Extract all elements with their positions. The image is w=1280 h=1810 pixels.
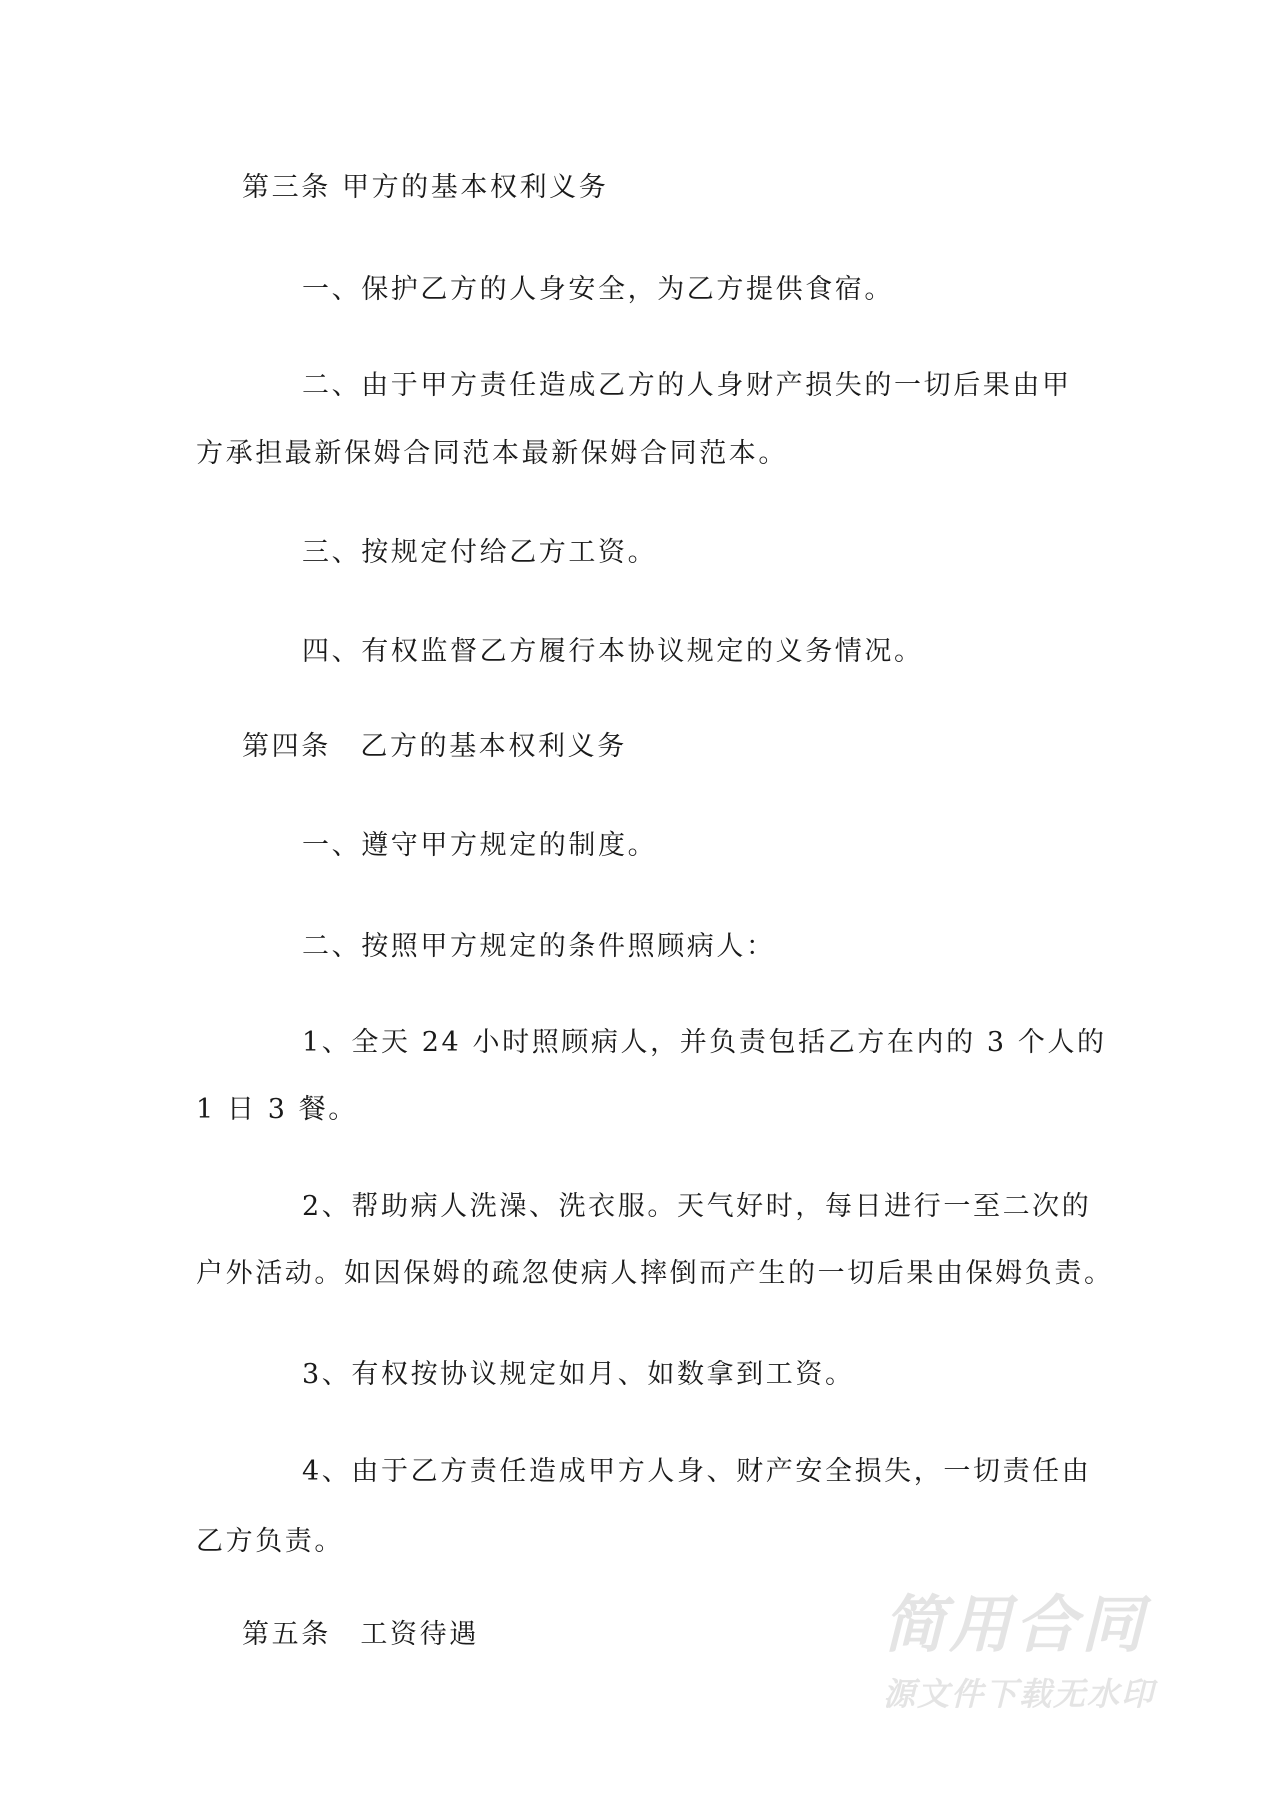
section-3-heading: 第三条 甲方的基本权利义务: [242, 172, 609, 203]
section-4-subitem-3: 3、有权按协议规定如月、如数拿到工资。: [302, 1359, 855, 1390]
section-4-item-1: 一、遵守甲方规定的制度。: [302, 830, 658, 861]
section-5-heading: 第五条 工资待遇: [242, 1619, 479, 1650]
watermark: [883, 1588, 1183, 1713]
section-4-subitem-4-continued: 乙方负责。: [196, 1526, 344, 1557]
section-3-item-4: 四、有权监督乙方履行本协议规定的义务情况。: [302, 636, 924, 667]
section-4-subitem-1: 1、全天 24 小时照顾病人，并负责包括乙方在内的 3 个人的: [302, 1027, 1107, 1058]
section-3-item-2: 二、由于甲方责任造成乙方的人身财产损失的一切后果由甲: [302, 370, 1072, 401]
watermark-title: 简用合同: [883, 1588, 1148, 1661]
section-4-item-2: 二、按照甲方规定的条件照顾病人：: [302, 931, 776, 962]
watermark-subtitle: 源文件下载无水印: [883, 1675, 1156, 1713]
section-4-subitem-1-continued: 1 日 3 餐。: [196, 1094, 358, 1125]
section-4-subitem-2-continued: 户外活动。如因保姆的疏忽使病人摔倒而产生的一切后果由保姆负责。: [196, 1258, 1114, 1289]
section-3-item-2-continued: 方承担最新保姆合同范本最新保姆合同范本。: [196, 438, 788, 469]
section-3-item-3: 三、按规定付给乙方工资。: [302, 537, 658, 568]
section-4-subitem-4: 4、由于乙方责任造成甲方人身、财产安全损失，一切责任由: [302, 1456, 1092, 1487]
section-4-heading: 第四条 乙方的基本权利义务: [242, 731, 627, 762]
section-3-item-1: 一、保护乙方的人身安全，为乙方提供食宿。: [302, 274, 894, 305]
section-4-subitem-2: 2、帮助病人洗澡、洗衣服。天气好时，每日进行一至二次的: [302, 1191, 1092, 1222]
